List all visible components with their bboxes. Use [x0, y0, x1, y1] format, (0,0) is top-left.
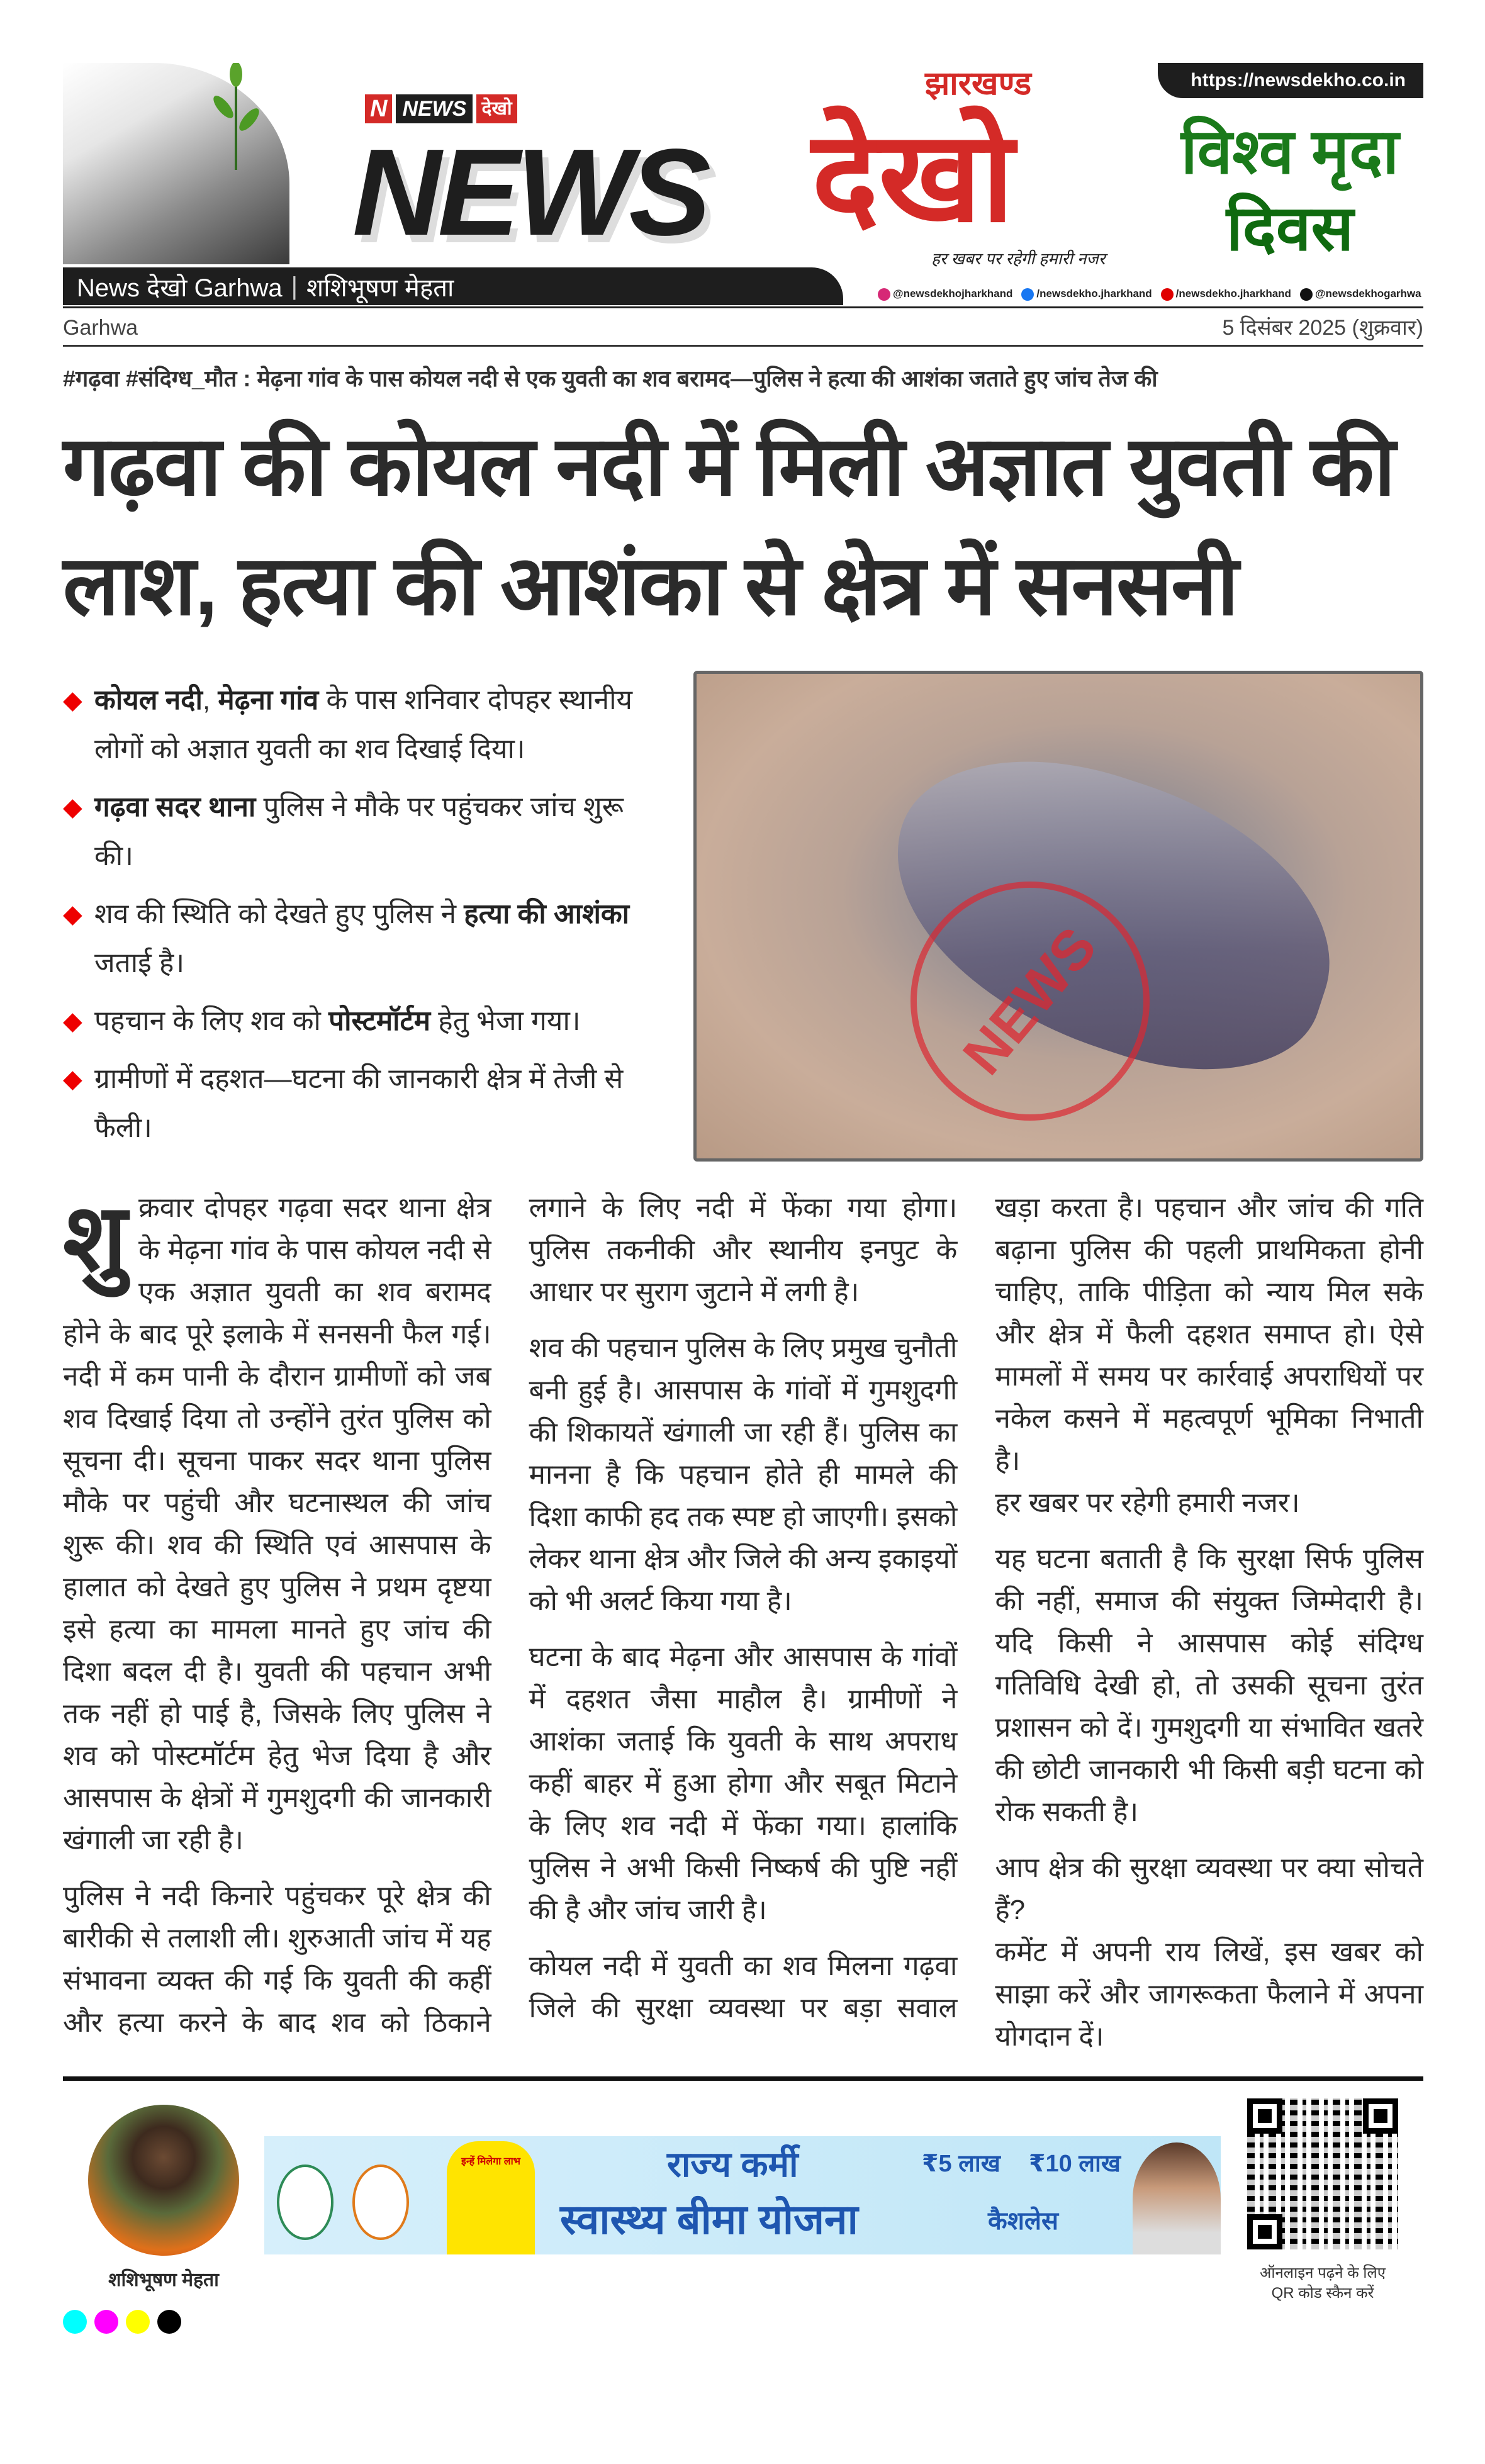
key-point-text [94, 676, 667, 774]
banner-cashless: कैशलेस [988, 2207, 1059, 2235]
drop-cap: शु [63, 1185, 128, 1291]
text: , [202, 685, 218, 715]
text: हेतु भेजा गया। [430, 1005, 581, 1036]
jharkhand-seal-icon [277, 2164, 333, 2240]
social-handle-link[interactable] [1161, 286, 1291, 301]
text: पहचान के लिए शव को [94, 1005, 329, 1036]
social-handle-text: @newsdekhogarhwa [1314, 288, 1421, 300]
instagram-icon [878, 288, 890, 301]
masthead-state: झारखण्ड [925, 65, 1032, 102]
diamond-bullet-icon: ◆ [63, 1065, 82, 1093]
social-handle-link[interactable] [1021, 286, 1152, 301]
qr-code[interactable] [1247, 2098, 1398, 2249]
diamond-bullet-icon: ◆ [63, 900, 82, 928]
key-points-list [63, 671, 667, 1162]
qr-finder [1363, 2098, 1398, 2134]
cmyk-registration-marks [63, 2310, 181, 2334]
article-paragraph: कोयल नदी में युवती का शव मिलना गढ़वा जिले की सुरक्षा व्यवस्था पर बड़ा सवाल खड़ा करता है। पहचान और जांच की गति बढ़ाना पुलिस की पहली प्राथमिकता होनी चाहिए, ताकि पीड़िता को न्याय मिल सके और क्षेत्र में फैली दहशत समाप्त हो। ऐसे मामलों में समय पर कार्रवाई अपराधियों पर नकेल कसने में महत्वपूर्ण भूमिका निभाती है। [529, 1192, 1423, 2024]
qr-caption-line-1: ऑनलाइन पढ़ने के लिए [1259, 2265, 1386, 2282]
benefit-badge: इन्हें मिलेगा लाभ [447, 2141, 535, 2254]
divider [63, 306, 1423, 308]
edition-name: News देखो Garhwa [77, 274, 283, 302]
health-insurance-ad-banner[interactable] [264, 2136, 1221, 2254]
color-dot [63, 2310, 87, 2334]
separator: | [291, 272, 298, 300]
diamond-bullet-icon: ◆ [63, 793, 82, 821]
emphasis: पोस्टमॉर्टम [328, 1005, 431, 1036]
text: पुलिस ने मौके पर पहुंचकर जांच शुरू की। [94, 792, 624, 871]
emphasis: हत्या की आशंका [464, 899, 630, 929]
banner-portrait [1133, 2142, 1221, 2254]
divider [63, 345, 1423, 347]
emphasis: गढ़वा सदर थाना [94, 792, 256, 822]
story-content [63, 364, 1423, 2338]
lead-section [63, 671, 1423, 1162]
footer-divider [63, 2076, 1423, 2081]
article-question: आप क्षेत्र की सुरक्षा व्यवस्था पर क्या सोचते हैं? [995, 1852, 1423, 1925]
youtube-icon [1161, 288, 1174, 301]
social-handle-text: /newsdekho.jharkhand [1036, 288, 1152, 300]
banner-title-1: राज्य कर्मी [667, 2144, 799, 2184]
key-point [63, 1055, 667, 1153]
author-name: शशिभूषण मेहता [108, 2270, 219, 2290]
logo-news: NEWS [396, 94, 473, 123]
footer [63, 2098, 1423, 2338]
author-avatar [88, 2105, 239, 2256]
world-soil-day-badge [1158, 113, 1422, 267]
social-handles [878, 286, 1421, 301]
article-paragraph: शव की पहचान पुलिस के लिए प्रमुख चुनौती बनी हुई है। आसपास के गांवों में गुमशुदगी की शिकायतें खंगाली जा रही हैं। पुलिस का मानना है कि पहचान होते ही मामले की दिशा काफी हद तक स्पष्ट हो जाएगी। इसको लेकर थाना क्षेत्र और जिले की अन्य इकाइयों को भी अलर्ट किया गया है। [529, 1333, 958, 1616]
article-paragraph: पुलिस ने नदी किनारे पहुंचकर पूरे क्षेत्र की बारीकी से तलाशी ली। शुरुआती जांच में यह संभावना व्यक्त की गई कि युवती की कहीं और हत्या करने के बाद शव को ठिकाने लगाने के लिए नदी में फेंका गया होगा। पुलिस तकनीकी और स्थानीय इनपुट के आधार पर सुराग जुटाने में लगी है। [63, 1192, 958, 2038]
event-line-1: विश्व मृदा [1180, 116, 1399, 187]
social-handle-link[interactable] [1300, 286, 1421, 301]
logo-n: N [365, 94, 392, 123]
article-paragraph: यह घटना बताती है कि सुरक्षा सिर्फ पुलिस की नहीं, समाज की संयुक्त जिम्मेदारी है। यदि किसी ने आसपास कोई संदिग्ध गतिविधि देखी हो, तो उसकी सूचना तुरंत प्रशासन को दें। गुमशुदगी या संभावित खतरे की छोटी जानकारी भी किसी बड़ी घटना को रोक सकती है। [995, 1543, 1423, 1827]
key-point [63, 783, 667, 881]
masthead-dekho-word: देखो [812, 107, 1014, 247]
logo-dekho: देखो [476, 94, 517, 123]
watermark-text: NEWS [951, 916, 1109, 1087]
key-point [63, 997, 667, 1046]
article-body [63, 1187, 1423, 2058]
key-point-text [94, 783, 667, 881]
qr-caption-line-2: QR कोड स्कैन करें [1271, 2285, 1374, 2302]
text: शव की स्थिति को देखते हुए पुलिस ने [94, 899, 464, 929]
jsac-logo-icon [352, 2164, 409, 2240]
social-handle-link[interactable] [878, 286, 1012, 301]
diamond-bullet-icon: ◆ [63, 1007, 82, 1035]
key-point-text [94, 890, 667, 988]
masthead-news-word: NEWS [352, 123, 707, 261]
website-url-link[interactable]: https://newsdekho.co.in [1158, 63, 1423, 98]
emphasis: मेढ़ना गांव [218, 685, 319, 715]
diamond-bullet-icon: ◆ [63, 686, 82, 714]
event-line-2: दिवस [1226, 193, 1354, 264]
text: जताई है। [94, 948, 184, 978]
edition-bar [63, 267, 843, 305]
masthead-tagline: हर खबर पर रहेगी हमारी नजर [931, 249, 1106, 268]
key-point-text [94, 997, 581, 1046]
text: ग्रामीणों में दहशत—घटना की जानकारी क्षेत्र में तेजी से फैली। [94, 1063, 624, 1143]
facebook-icon [1021, 288, 1034, 301]
plant-icon [208, 63, 264, 170]
key-point-text [94, 1055, 667, 1153]
color-dot [157, 2310, 181, 2334]
banner-title-2: स्वास्थ्य बीमा योजना [560, 2196, 858, 2243]
banner-amount-2: ₹10 लाख [1029, 2151, 1121, 2177]
qr-finder [1247, 2098, 1282, 2134]
key-point [63, 676, 667, 774]
color-dot [94, 2310, 118, 2334]
news-photo [693, 671, 1423, 1162]
social-handle-text: /newsdekho.jharkhand [1175, 288, 1291, 300]
x-icon [1300, 288, 1313, 301]
text: के पास शनिवार दोपहर स्थानीय लोगों को अज्ञात युवती का शव दिखाई दिया। [94, 685, 633, 764]
banner-amount-1: ₹5 लाख [922, 2151, 1000, 2177]
article-call-to-action: कमेंट में अपनी राय लिखें, इस खबर को साझा करें और जागरूकता फैलाने में अपना योगदान दें। [995, 1937, 1423, 2052]
article-paragraph: घटना के बाद मेढ़ना और आसपास के गांवों में दहशत जैसा माहौल है। ग्रामीणों ने आशंका जताई कि युवती के साथ अपराध कहीं बाहर में हुआ होगा और सबूत मिटाने के लिए शव नदी में फेंका गया। हालांकि पुलिस ने अभी किसी निष्कर्ष की पुष्टि नहीं की है और जांच जारी है। [529, 1642, 958, 1925]
social-handle-text: @newsdekhojharkhand [893, 288, 1013, 300]
subheadline: #गढ़वा #संदिग्ध_मौत : मेढ़ना गांव के पास कोयल नदी से एक युवती का शव बरामद—पुलिस ने हत्या की आशंका जताते हुए जांच तेज की [63, 366, 1158, 391]
article-tagline: हर खबर पर रहेगी हमारी नजर। [995, 1487, 1300, 1518]
headline: गढ़वा की कोयल नदी में मिली अज्ञात युवती की लाश, हत्या की आशंका से क्षेत्र में सनसनी [63, 420, 1394, 632]
key-point [63, 890, 667, 988]
paragraph-text: क्रवार दोपहर गढ़वा सदर थाना क्षेत्र के मेढ़ना गांव के पास कोयल नदी से एक अज्ञात युवती का शव बरामद होने के बाद पूरे इलाके में सनसनी फैल गई। नदी में कम पानी के दौरान ग्रामीणों को जब शव दिखाई दिया तो उन्होंने तुरंत पुलिस को सूचना दी। सूचना पाकर सदर थाना पुलिस मौके पर पहुंची और घटनास्थल की जांच शुरू की। शव की स्थिति एवं आसपास के हालात को देखते हुए पुलिस ने प्रथम दृष्टया इसे हत्या का मामला मानते हुए जांच की दिशा बदल दी है। युवती की पहचान अभी तक नहीं हो पाई है, जिसके लिए पुलिस ने शव को पोस्टमॉर्टम हेतु भेज दिया है और आसपास के क्षेत्रों में गुमशुदगी की जानकारी खंगाली जा रही है। [63, 1192, 491, 1856]
qr-caption [1233, 2263, 1412, 2304]
qr-finder [1247, 2214, 1282, 2249]
dateline-date: 5 दिसंबर 2025 (शुक्रवार) [1222, 316, 1423, 340]
dateline-place: Garhwa [63, 316, 138, 340]
reporter-name: शशिभूषण मेहता [306, 274, 454, 302]
newsdekho-small-logo [365, 94, 517, 123]
article-paragraph [63, 1187, 491, 1861]
emphasis: कोयल नदी [94, 685, 203, 715]
color-dot [126, 2310, 150, 2334]
